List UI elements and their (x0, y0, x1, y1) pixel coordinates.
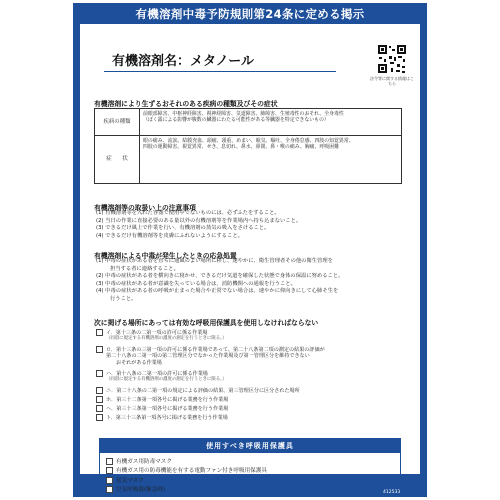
list-item: (2) 中毒の症状がある者を横向きに寝かせ、できるだけ気道を確保した状態で身体の保温に努めること。 (96, 273, 344, 280)
checklist-item-note: （同項に規定する有機溶剤の濃度の測定を行うときに限る。） (106, 336, 227, 341)
checkbox[interactable] (106, 458, 113, 465)
list-item: (4) できるだけ有機溶剤等を皮膚にふれないようにすること。 (96, 232, 243, 239)
section-handling-heading: 有機溶剤等の取扱い上の注意事項 (94, 204, 196, 212)
list-item: (2) 当日の作業に直接必要のある量以外の有機溶剤等を作業場内へ持ち込まないこと。 (96, 217, 302, 224)
checkbox[interactable] (96, 370, 103, 377)
checkbox[interactable] (96, 396, 103, 403)
checkbox[interactable] (96, 414, 103, 421)
disease-table (94, 108, 402, 184)
list-item: (3) 中毒の症状がある者が意識を失っている場合は、消防機関への通報を行うこと。 (96, 280, 296, 287)
table-row (95, 109, 402, 136)
qr-caption: 法令等に関する情報はこちら (370, 76, 414, 86)
checkbox[interactable] (106, 486, 113, 493)
checklist-item-label: ヘ．第三十三条第一項各号に掲げる業務を行う作業場 (106, 406, 229, 412)
checklist-item-label: イ．第十三条の二第一項の許可に係る作業場 (106, 330, 208, 336)
respirator-heading: 使用すべき呼吸用保護具 (100, 439, 400, 453)
checklist-item[interactable] (96, 396, 228, 404)
list-item: (4) 中毒の症状がある者の呼吸が止まった場合や正常でない場合は、速やかに仰向きにして心肺そ生を (96, 288, 339, 295)
checklist-item-label: ハ．第十八条の二第一項の許可に係る作業場 (106, 371, 208, 377)
checkbox[interactable] (96, 329, 103, 336)
section-respirator-places-heading: 次に掲げる場所にあっては有効な呼吸用保護具を使用しなければならない (94, 319, 319, 327)
checklist-item[interactable] (96, 387, 300, 395)
respirator-item-label: 空気呼吸器(緊急時) (116, 486, 166, 493)
table-row (95, 136, 402, 184)
first-aid-list (96, 258, 406, 304)
checklist-item-label: ホ．第三十二条第一項各号に掲げる業務を行う作業場 (106, 397, 229, 403)
solvent-name: 有機溶剤名：メタノール (112, 54, 254, 69)
respirator-item-label: 有機ガス用の防毒機能を有する電動ファン付き呼吸用保護具 (116, 468, 267, 475)
respirator-box (99, 438, 401, 496)
symptom-line: 眼の痛み、流涙、結膜充血、頭痛、頭重、めまい、眠気、嘔吐、全身倦怠感、四肢の知覚異常、 (143, 138, 354, 144)
disease-type-label: 疾病の種類 (95, 109, 140, 136)
checkbox[interactable] (96, 405, 103, 412)
symptom-label: 症 状 (95, 136, 140, 184)
checklist-item[interactable] (96, 405, 228, 413)
checklist-item-continued: 第二十八条の二第一項の第二管理区分でなかった作業場及び第一管理区分を維持できない (106, 353, 310, 359)
checklist-item[interactable] (96, 414, 228, 422)
section-first-aid-heading: 有機溶剤による中毒が発生したときの応急処置 (94, 252, 237, 260)
respirator-item[interactable] (106, 486, 267, 495)
checkbox[interactable] (106, 477, 113, 484)
respirator-item[interactable] (106, 458, 267, 467)
list-item: (1) 有機溶剤等を入れた容器で使用中でないものには、必ずふたをすること。 (96, 210, 280, 216)
list-item: (3) できるだけ風上で作業を行い、有機溶剤の蒸気の吸入をさけること。 (96, 225, 270, 232)
list-item: 行うこと。 (110, 295, 137, 302)
disease-type-value (140, 109, 402, 136)
respirator-item[interactable] (106, 477, 267, 486)
sign-frame (73, 3, 427, 497)
respirator-list (106, 458, 267, 495)
checklist-item-continued: おそれがある作業場 (116, 360, 162, 366)
checklist-item-note: （同項に規定する有機溶剤の濃度の測定を行うときに限る。） (106, 377, 227, 382)
section-disease-heading: 有機溶剤により生ずるおそれのある疾病の種類及びその症状 (94, 100, 278, 108)
checkbox[interactable] (96, 387, 103, 394)
checkbox[interactable] (96, 346, 103, 353)
handling-list (96, 210, 406, 240)
disease-type-line: 前眼部障害、中枢神経障害、視神経障害、気道障害、肺障害、生殖毒性のおそれ、全身毒性 (143, 111, 344, 117)
list-item: 担当する者に連絡すること。 (110, 265, 179, 272)
checklist-item-label: ロ．第十三条の三第一項の許可に係る作業場であって、第二十八条第二項の測定の結果の評価が (106, 347, 325, 353)
list-item: (1) 中毒の症状がある者を直ちに通風のよい場所に移し、速やかに、衛生管理者その他の衛生管理を (96, 258, 333, 264)
product-code: 412533 (383, 490, 401, 495)
respirator-item-label: 有機ガス用防毒マスク (116, 459, 172, 465)
respirator-item-label: 送気マスク (116, 477, 144, 484)
checklist-item-label: ニ．第二十八条の二第一項の規定による評価の結果、第三管理区分に区分された場所 (106, 388, 300, 394)
checkbox[interactable] (106, 467, 113, 474)
qr-code-icon (377, 44, 407, 74)
checklist-item-label: ト．第三十三条第一項各号に掲げる業務を行う作業場 (106, 415, 228, 421)
symptom-line: 四肢の運動障害、視覚異常、せき、息切れ、鼻水、鼻閉、鼻・喉の痛み、胸痛、呼吸困難 (143, 144, 340, 151)
symptom-value (140, 136, 402, 184)
respirator-item[interactable] (106, 467, 267, 476)
sign-title: 有機溶剤中毒予防規則第24条に定める掲示 (135, 7, 365, 21)
disease-type-line: （ばく露による影響が腹数の臓器にわたる可能性がある等臓器を特定できないもの） (143, 117, 329, 124)
solvent-name-underline (104, 71, 336, 72)
